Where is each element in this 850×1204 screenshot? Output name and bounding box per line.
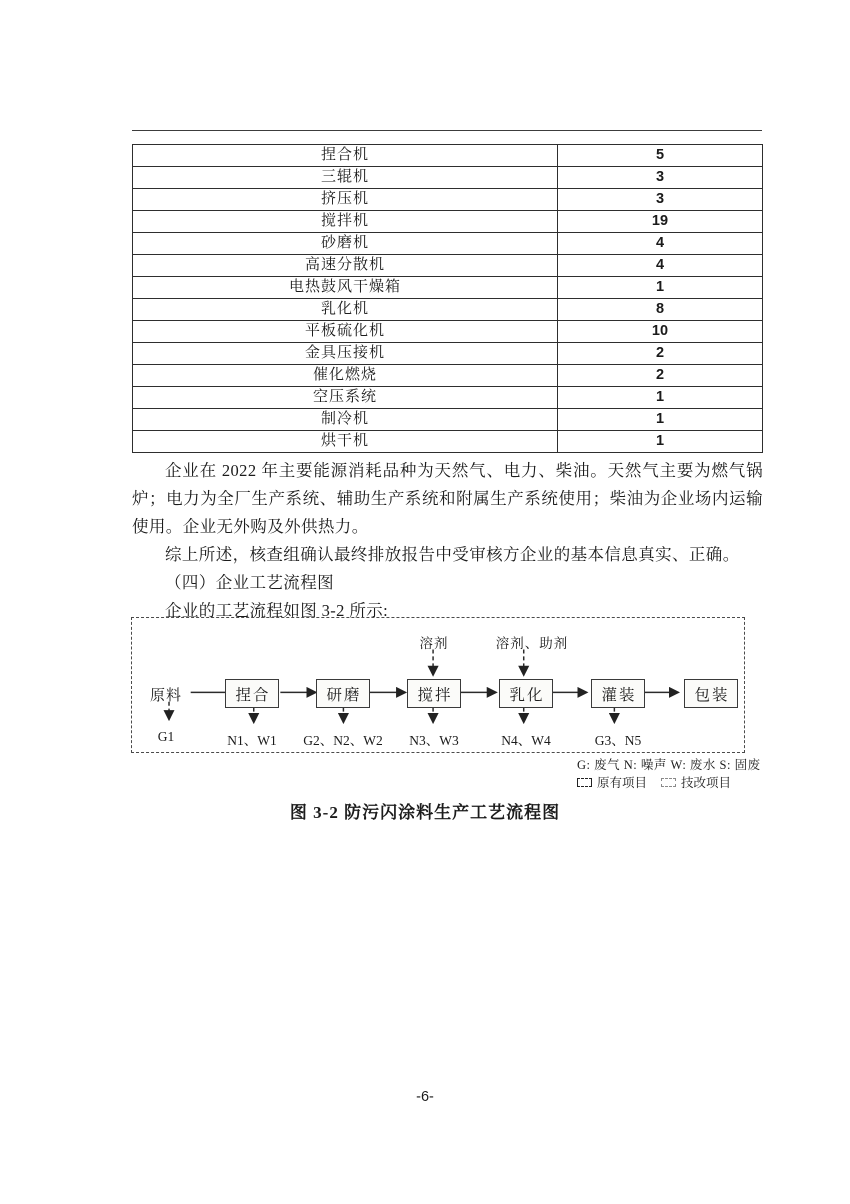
equipment-count-cell: 4	[558, 255, 763, 277]
equipment-count-cell: 1	[558, 277, 763, 299]
pollutant-legend: G: 废气 N: 噪声 W: 废水 S: 固废	[577, 758, 761, 772]
stage-input-label: 溶剂	[419, 636, 449, 651]
table-row	[133, 255, 763, 277]
legend-item-label: 技改项目	[681, 776, 732, 790]
equipment-name-cell: 空压系统	[133, 387, 558, 409]
equipment-count-cell: 2	[558, 343, 763, 365]
legend-item-original	[577, 773, 647, 791]
page-number: -6-	[416, 1089, 434, 1105]
stage-output-label: N1、W1	[227, 733, 277, 748]
table-row	[133, 299, 763, 321]
stage-box: 研磨	[316, 679, 370, 708]
equipment-name-cell: 三辊机	[133, 167, 558, 189]
equipment-name-cell: 催化燃烧	[133, 365, 558, 387]
equipment-count-cell: 3	[558, 167, 763, 189]
equipment-count-cell: 5	[558, 145, 763, 167]
figure-caption: 图 3-2 防污闪涂料生产工艺流程图	[289, 803, 561, 822]
figure-intro: 企业的工艺流程如图 3-2 所示:	[165, 601, 389, 620]
process-flow-diagram	[131, 617, 745, 753]
equipment-name-cell: 烘干机	[133, 431, 558, 453]
stage-output-label: G3、N5	[594, 733, 642, 748]
equipment-count-cell: 19	[558, 211, 763, 233]
equipment-table-body	[133, 145, 763, 453]
legend-item-modified	[661, 773, 731, 791]
table-row	[133, 431, 763, 453]
equipment-count-cell: 4	[558, 233, 763, 255]
table-top-line	[132, 130, 762, 131]
equipment-table	[132, 144, 763, 453]
source-output-label: G1	[157, 729, 175, 744]
stage-output-label: G2、N2、W2	[303, 733, 383, 748]
table-row	[133, 387, 763, 409]
stage-box: 搅拌	[407, 679, 461, 708]
equipment-count-cell: 2	[558, 365, 763, 387]
equipment-name-cell: 金具压接机	[133, 343, 558, 365]
equipment-name-cell: 高速分散机	[133, 255, 558, 277]
equipment-name-cell: 挤压机	[133, 189, 558, 211]
table-row	[133, 167, 763, 189]
equipment-count-cell: 1	[558, 409, 763, 431]
table-row	[133, 277, 763, 299]
table-row	[133, 211, 763, 233]
equipment-count-cell: 3	[558, 189, 763, 211]
table-row	[133, 233, 763, 255]
stage-input-label: 溶剂、助剂	[495, 636, 569, 651]
equipment-count-cell: 10	[558, 321, 763, 343]
modified-project-box-icon	[661, 778, 676, 787]
equipment-count-cell: 1	[558, 431, 763, 453]
equipment-name-cell: 电热鼓风干燥箱	[133, 277, 558, 299]
equipment-name-cell: 搅拌机	[133, 211, 558, 233]
body-text	[132, 457, 763, 625]
table-row	[133, 365, 763, 387]
equipment-count-cell: 8	[558, 299, 763, 321]
stage-box: 灌装	[591, 679, 645, 708]
table-row	[133, 409, 763, 431]
paragraph-conclusion: 综上所述，核查组确认最终排放报告中受审核方企业的基本信息真实、正确。	[165, 545, 740, 564]
equipment-name-cell: 乳化机	[133, 299, 558, 321]
stage-box: 乳化	[499, 679, 553, 708]
equipment-count-cell: 1	[558, 387, 763, 409]
stage-output-label: N4、W4	[501, 733, 551, 748]
table-row	[133, 189, 763, 211]
table-row	[133, 343, 763, 365]
stage-output-label: N3、W3	[409, 733, 459, 748]
equipment-name-cell: 平板硫化机	[133, 321, 558, 343]
table-row	[133, 145, 763, 167]
section-heading: （四）企业工艺流程图	[165, 573, 334, 592]
equipment-name-cell: 制冷机	[133, 409, 558, 431]
paragraph-energy: 企业在 2022 年主要能源消耗品种为天然气、电力、柴油。天然气主要为燃气锅炉；电力为全厂生产系统、辅助生产系统和附属生产系统使用；柴油为企业场内运输使用。企业无外购及外供热力。	[132, 461, 763, 536]
legend-item-label: 原有项目	[597, 776, 648, 790]
original-project-box-icon	[577, 778, 592, 787]
stage-box: 包装	[684, 679, 738, 708]
equipment-name-cell: 砂磨机	[133, 233, 558, 255]
source-label: 原料	[149, 688, 182, 704]
table-row	[133, 321, 763, 343]
stage-box: 捏合	[225, 679, 279, 708]
project-legend	[577, 773, 731, 791]
equipment-name-cell: 捏合机	[133, 145, 558, 167]
